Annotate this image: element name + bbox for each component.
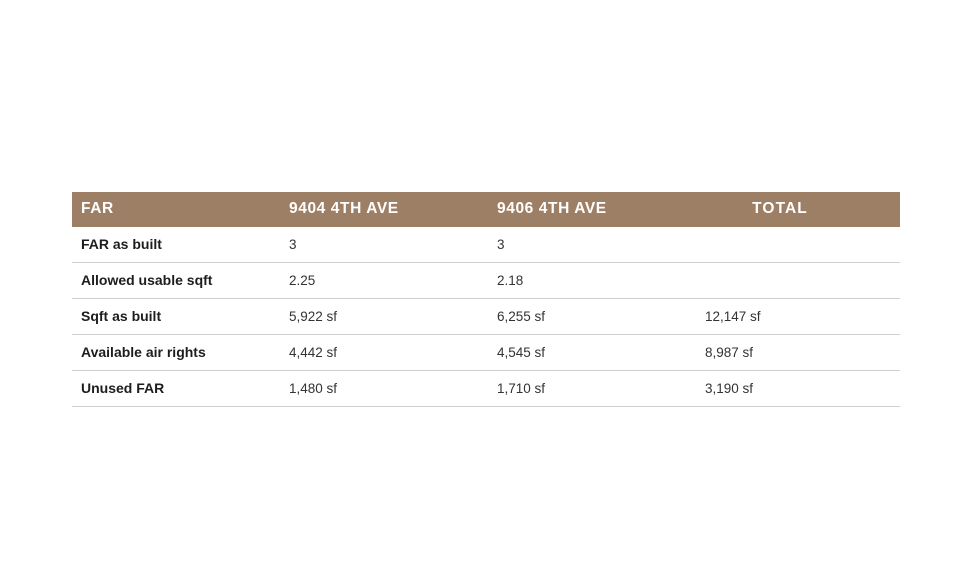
row-value-9404: 3 bbox=[280, 227, 488, 263]
row-value-total bbox=[696, 263, 900, 299]
row-value-9406: 6,255 sf bbox=[488, 299, 696, 335]
row-value-9404: 2.25 bbox=[280, 263, 488, 299]
row-value-total: 12,147 sf bbox=[696, 299, 900, 335]
table-row bbox=[72, 299, 900, 335]
table-header bbox=[72, 192, 900, 227]
row-label: Unused FAR bbox=[72, 371, 280, 407]
row-value-total: 3,190 sf bbox=[696, 371, 900, 407]
column-header-9406-4th-ave: 9406 4TH AVE bbox=[497, 200, 607, 217]
row-value-total bbox=[696, 227, 900, 263]
far-table bbox=[72, 192, 900, 407]
table-body bbox=[72, 227, 900, 407]
row-value-9406: 3 bbox=[488, 227, 696, 263]
row-label: Available air rights bbox=[72, 335, 280, 371]
row-value-total: 8,987 sf bbox=[696, 335, 900, 371]
row-value-9406: 2.18 bbox=[488, 263, 696, 299]
row-value-9406: 1,710 sf bbox=[488, 371, 696, 407]
column-header-far: FAR bbox=[81, 200, 114, 217]
row-value-9404: 5,922 sf bbox=[280, 299, 488, 335]
column-header-9404-4th-ave: 9404 4TH AVE bbox=[289, 200, 399, 217]
column-header-total: TOTAL bbox=[752, 200, 808, 217]
row-value-9404: 4,442 sf bbox=[280, 335, 488, 371]
row-value-9404: 1,480 sf bbox=[280, 371, 488, 407]
row-value-9406: 4,545 sf bbox=[488, 335, 696, 371]
table-header-row bbox=[72, 192, 900, 227]
table-row bbox=[72, 371, 900, 407]
row-label: Allowed usable sqft bbox=[72, 263, 280, 299]
row-label: FAR as built bbox=[72, 227, 280, 263]
row-label: Sqft as built bbox=[72, 299, 280, 335]
table-row bbox=[72, 227, 900, 263]
table-row bbox=[72, 263, 900, 299]
table-row bbox=[72, 335, 900, 371]
far-table-container bbox=[72, 192, 900, 407]
